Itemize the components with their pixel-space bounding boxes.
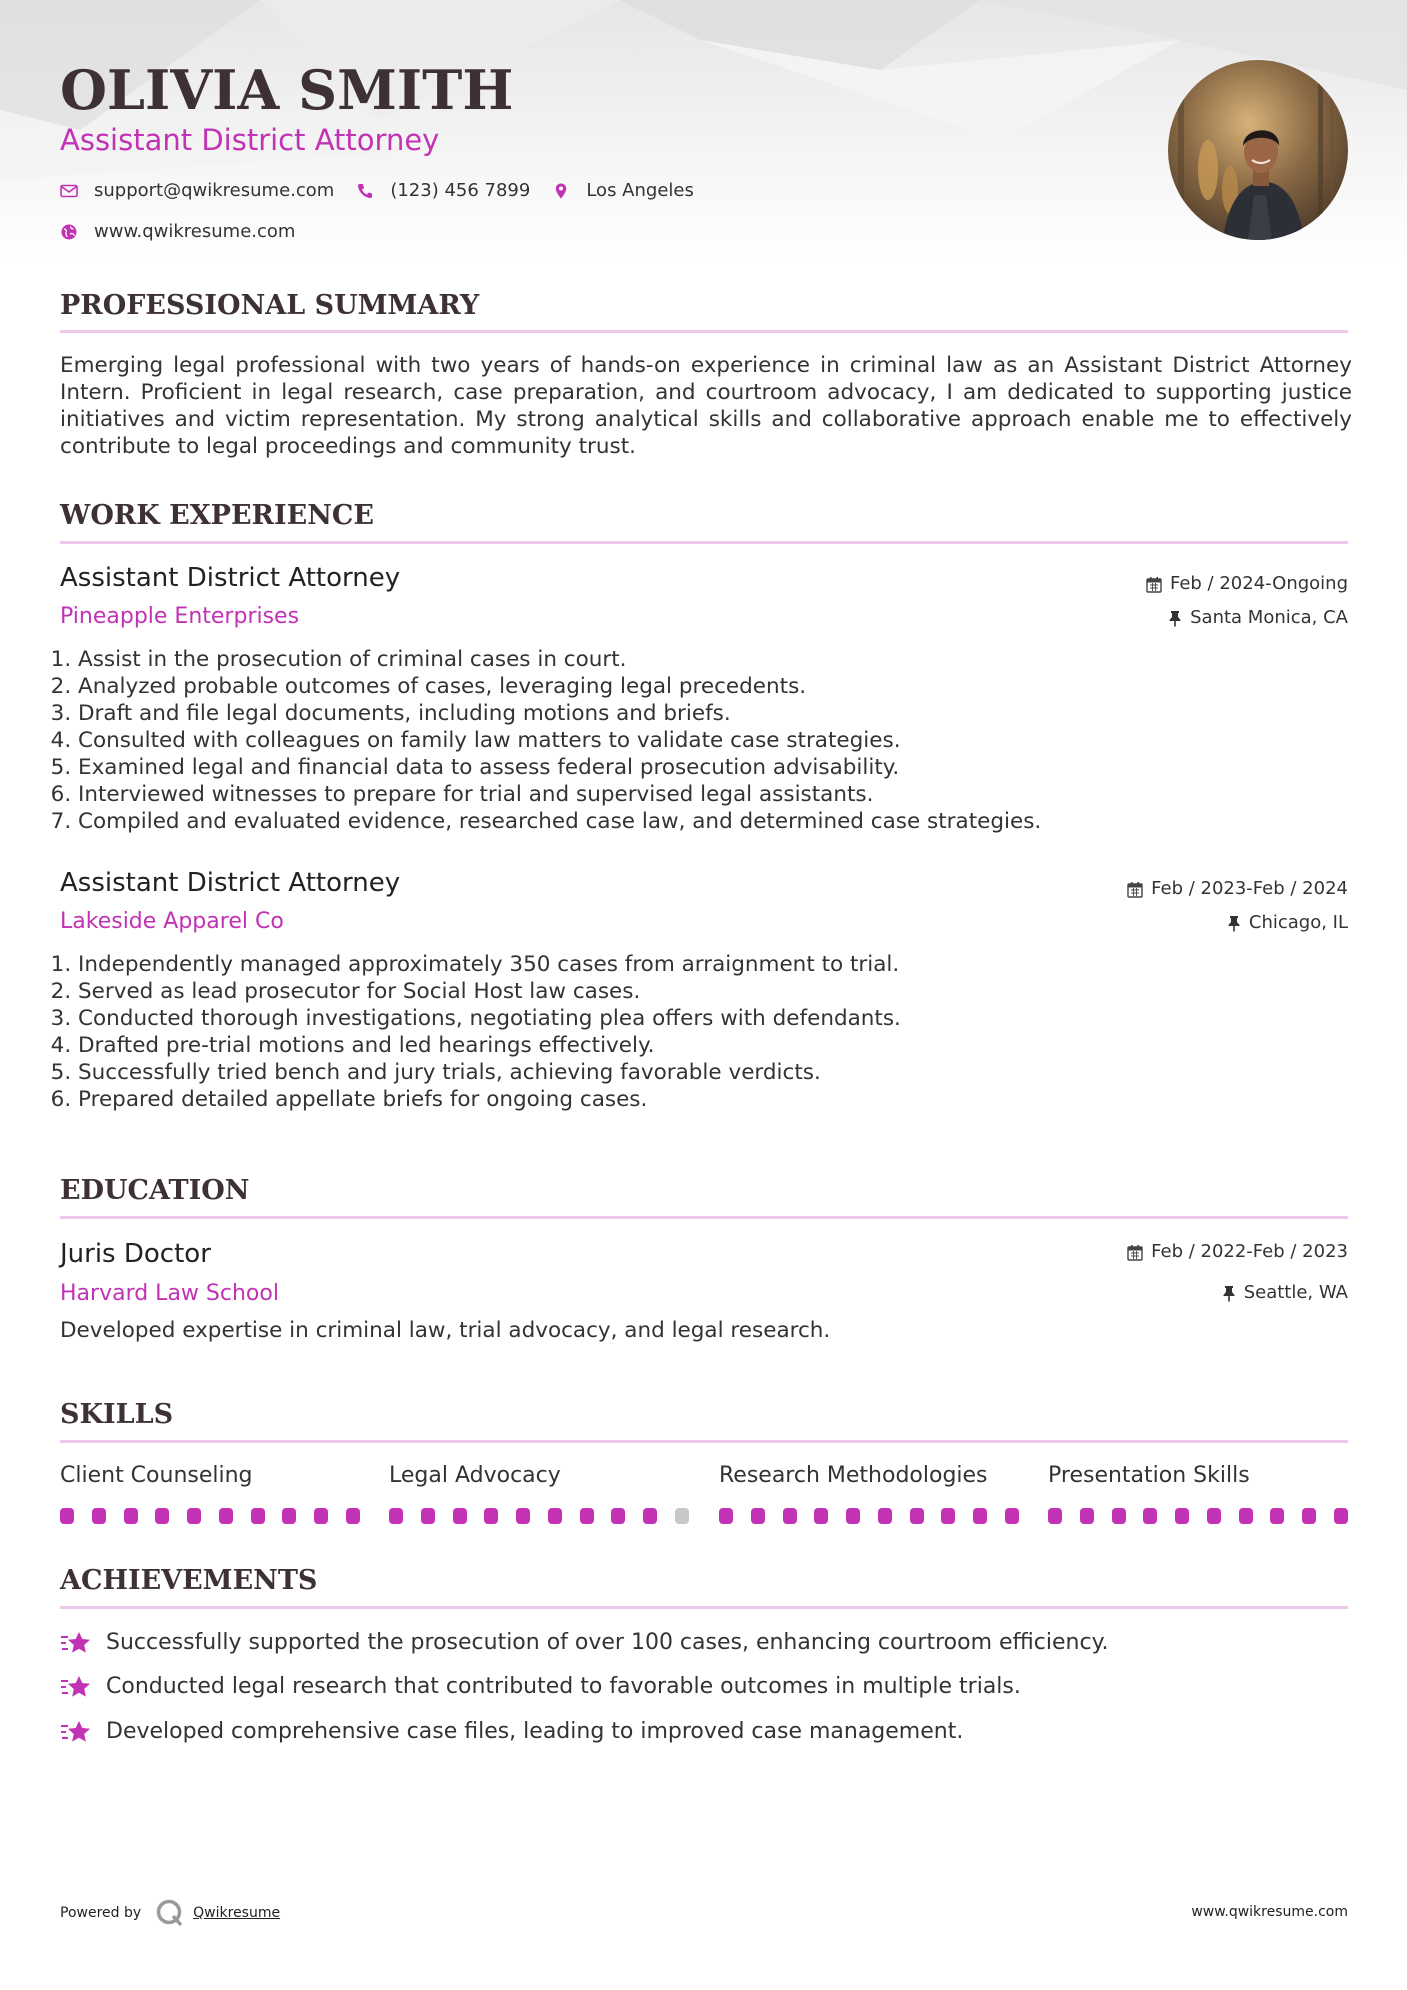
- skill-dot-filled: [910, 1508, 924, 1524]
- skill-dot-filled: [282, 1508, 296, 1524]
- skill-dot-filled: [783, 1508, 797, 1524]
- candidate-name: OLIVIA SMITH: [60, 58, 514, 122]
- school-name: Harvard Law School: [60, 1281, 279, 1306]
- education-location-text: Seattle, WA: [1243, 1282, 1348, 1303]
- skill-dot-filled: [516, 1508, 530, 1524]
- skill-dot-filled: [1005, 1508, 1019, 1524]
- list-item: 2. Served as lead prosecutor for Social Host law cases.: [78, 978, 1348, 1005]
- education-description: Developed expertise in criminal law, trial advocacy, and legal research.: [60, 1318, 831, 1343]
- achievement-item: [60, 1629, 1108, 1657]
- star-icon: [60, 1719, 92, 1745]
- list-item: 7. Compiled and evaluated evidence, researched case law, and determined case strategies.: [78, 808, 1348, 835]
- job-dates-text: Feb / 2024-Ongoing: [1169, 573, 1348, 594]
- list-item: 2. Analyzed probable outcomes of cases, leveraging legal precedents.: [78, 673, 1348, 700]
- job-location: [1227, 911, 1348, 935]
- education-divider: [60, 1216, 1348, 1219]
- experience-divider: [60, 541, 1348, 544]
- skill-dot-filled: [1175, 1508, 1189, 1524]
- candidate-role: Assistant District Attorney: [60, 123, 440, 157]
- education-heading: EDUCATION: [60, 1175, 250, 1206]
- skill-dot-filled: [484, 1508, 498, 1524]
- skill-item: [60, 1462, 360, 1524]
- footer-website[interactable]: www.qwikresume.com: [1191, 1904, 1348, 1920]
- education-dates-text: Feb / 2022-Feb / 2023: [1151, 1241, 1348, 1262]
- list-item: 6. Prepared detailed appellate briefs for ongoing cases.: [78, 1086, 1348, 1113]
- skill-dot-filled: [1302, 1508, 1316, 1524]
- skill-dot-filled: [846, 1508, 860, 1524]
- education-location: [1222, 1281, 1348, 1305]
- skill-name: Presentation Skills: [1048, 1463, 1250, 1488]
- job-dates: [1127, 877, 1348, 901]
- skill-level-dots: [389, 1508, 689, 1524]
- achievement-item: [60, 1718, 963, 1746]
- list-item: 4. Consulted with colleagues on family law matters to validate case strategies.: [78, 727, 1348, 754]
- skill-dot-filled: [973, 1508, 987, 1524]
- achievements-divider: [60, 1606, 1348, 1609]
- summary-divider: [60, 330, 1348, 333]
- skill-dot-filled: [124, 1508, 138, 1524]
- map-pin-icon: [552, 182, 570, 200]
- skill-dot-filled: [92, 1508, 106, 1524]
- skill-dot-empty: [675, 1508, 689, 1524]
- skill-dot-filled: [814, 1508, 828, 1524]
- skill-level-dots: [1048, 1508, 1348, 1524]
- skill-dot-filled: [878, 1508, 892, 1524]
- qwikresume-logo-icon: [155, 1898, 185, 1928]
- skill-dot-filled: [611, 1508, 625, 1524]
- calendar-icon: [1127, 1244, 1143, 1261]
- contact-row-secondary: [60, 219, 295, 245]
- skill-dot-filled: [187, 1508, 201, 1524]
- list-item: 3. Draft and file legal documents, including motions and briefs.: [78, 700, 1348, 727]
- achievement-text: Developed comprehensive case files, leading to improved case management.: [106, 1719, 964, 1744]
- skill-dot-filled: [155, 1508, 169, 1524]
- skill-dot-filled: [1270, 1508, 1284, 1524]
- skill-dot-filled: [1334, 1508, 1348, 1524]
- phone-text[interactable]: (123) 456 7899: [390, 180, 531, 201]
- qwikresume-link[interactable]: Qwikresume: [193, 1905, 281, 1921]
- calendar-icon: [1146, 576, 1162, 593]
- list-item: 1. Assist in the prosecution of criminal cases in court.: [78, 646, 1348, 673]
- skill-item: [389, 1462, 689, 1524]
- list-item: 4. Drafted pre-trial motions and led hearings effectively.: [78, 1032, 1348, 1059]
- achievements-heading: ACHIEVEMENTS: [60, 1565, 318, 1596]
- email-text[interactable]: support@qwikresume.com: [94, 180, 335, 201]
- skill-dot-filled: [751, 1508, 765, 1524]
- job-location-text: Santa Monica, CA: [1190, 607, 1348, 628]
- contact-row-primary: [60, 178, 694, 204]
- globe-icon: [60, 223, 78, 241]
- star-icon: [60, 1630, 92, 1656]
- job-responsibilities: [60, 951, 1348, 1113]
- skill-dot-filled: [1207, 1508, 1221, 1524]
- summary-text: Emerging legal professional with two years of hands-on experience in criminal law as an Assistant District Attorney Intern. Proficient in legal research, case preparation, and courtroom advocacy, I am dedicated to supporting justice initiatives and victim representation. My strong analytical skills and collaborative approach enable me to effectively contribute to legal proceedings and community trust.: [60, 353, 1352, 459]
- calendar-icon: [1127, 881, 1143, 898]
- skill-dot-filled: [1080, 1508, 1094, 1524]
- skill-dot-filled: [389, 1508, 403, 1524]
- job-title: Assistant District Attorney: [60, 563, 401, 593]
- powered-by-text: Powered by: [60, 1905, 142, 1921]
- skill-dot-filled: [1048, 1508, 1062, 1524]
- degree-title: Juris Doctor: [60, 1239, 211, 1269]
- skill-level-dots: [719, 1508, 1019, 1524]
- skill-dot-filled: [60, 1508, 74, 1524]
- achievement-item: [60, 1673, 1021, 1701]
- skill-dot-filled: [719, 1508, 733, 1524]
- skill-dot-filled: [1143, 1508, 1157, 1524]
- job-dates-text: Feb / 2023-Feb / 2024: [1151, 878, 1348, 899]
- skill-level-dots: [60, 1508, 360, 1524]
- footer-powered-by: [60, 1898, 280, 1928]
- envelope-icon: [60, 182, 78, 200]
- summary-heading: PROFESSIONAL SUMMARY: [60, 290, 480, 321]
- skill-dot-filled: [643, 1508, 657, 1524]
- list-item: 3. Conducted thorough investigations, negotiating plea offers with defendants.: [78, 1005, 1348, 1032]
- achievement-text: Successfully supported the prosecution of over 100 cases, enhancing courtroom efficiency.: [106, 1630, 1109, 1655]
- job-company: Pineapple Enterprises: [60, 604, 300, 629]
- skill-dot-filled: [314, 1508, 328, 1524]
- job-responsibilities: [60, 646, 1348, 835]
- location-text: Los Angeles: [586, 180, 694, 201]
- skill-dot-filled: [1239, 1508, 1253, 1524]
- list-item: 1. Independently managed approximately 350 cases from arraignment to trial.: [78, 951, 1348, 978]
- achievement-text: Conducted legal research that contributed to favorable outcomes in multiple trials.: [106, 1674, 1021, 1699]
- website-text[interactable]: www.qwikresume.com: [94, 221, 296, 242]
- job-company: Lakeside Apparel Co: [60, 909, 284, 934]
- education-dates: [1127, 1240, 1348, 1264]
- skill-dot-filled: [580, 1508, 594, 1524]
- job-location-text: Chicago, IL: [1248, 912, 1348, 933]
- skill-dot-filled: [548, 1508, 562, 1524]
- job-dates: [1146, 572, 1348, 596]
- skill-dot-filled: [453, 1508, 467, 1524]
- job-title: Assistant District Attorney: [60, 868, 401, 898]
- pushpin-icon: [1222, 1285, 1236, 1302]
- phone-icon: [356, 182, 374, 200]
- skill-item: [1048, 1462, 1348, 1524]
- star-icon: [60, 1674, 92, 1700]
- skills-divider: [60, 1440, 1348, 1443]
- skill-dot-filled: [251, 1508, 265, 1524]
- skill-dot-filled: [219, 1508, 233, 1524]
- skill-item: [719, 1462, 1019, 1524]
- skill-dot-filled: [421, 1508, 435, 1524]
- list-item: 5. Examined legal and financial data to assess federal prosecution advisability.: [78, 754, 1348, 781]
- experience-heading: WORK EXPERIENCE: [60, 500, 374, 531]
- skill-name: Research Methodologies: [719, 1463, 988, 1488]
- skill-name: Client Counseling: [60, 1463, 253, 1488]
- skills-heading: SKILLS: [60, 1399, 174, 1430]
- pushpin-icon: [1227, 915, 1241, 932]
- skill-dot-filled: [941, 1508, 955, 1524]
- job-location: [1168, 606, 1348, 630]
- skill-name: Legal Advocacy: [389, 1463, 561, 1488]
- skill-dot-filled: [1112, 1508, 1126, 1524]
- pushpin-icon: [1168, 610, 1182, 627]
- list-item: 6. Interviewed witnesses to prepare for trial and supervised legal assistants.: [78, 781, 1348, 808]
- list-item: 5. Successfully tried bench and jury trials, achieving favorable verdicts.: [78, 1059, 1348, 1086]
- skill-dot-filled: [346, 1508, 360, 1524]
- profile-photo: [1168, 60, 1348, 240]
